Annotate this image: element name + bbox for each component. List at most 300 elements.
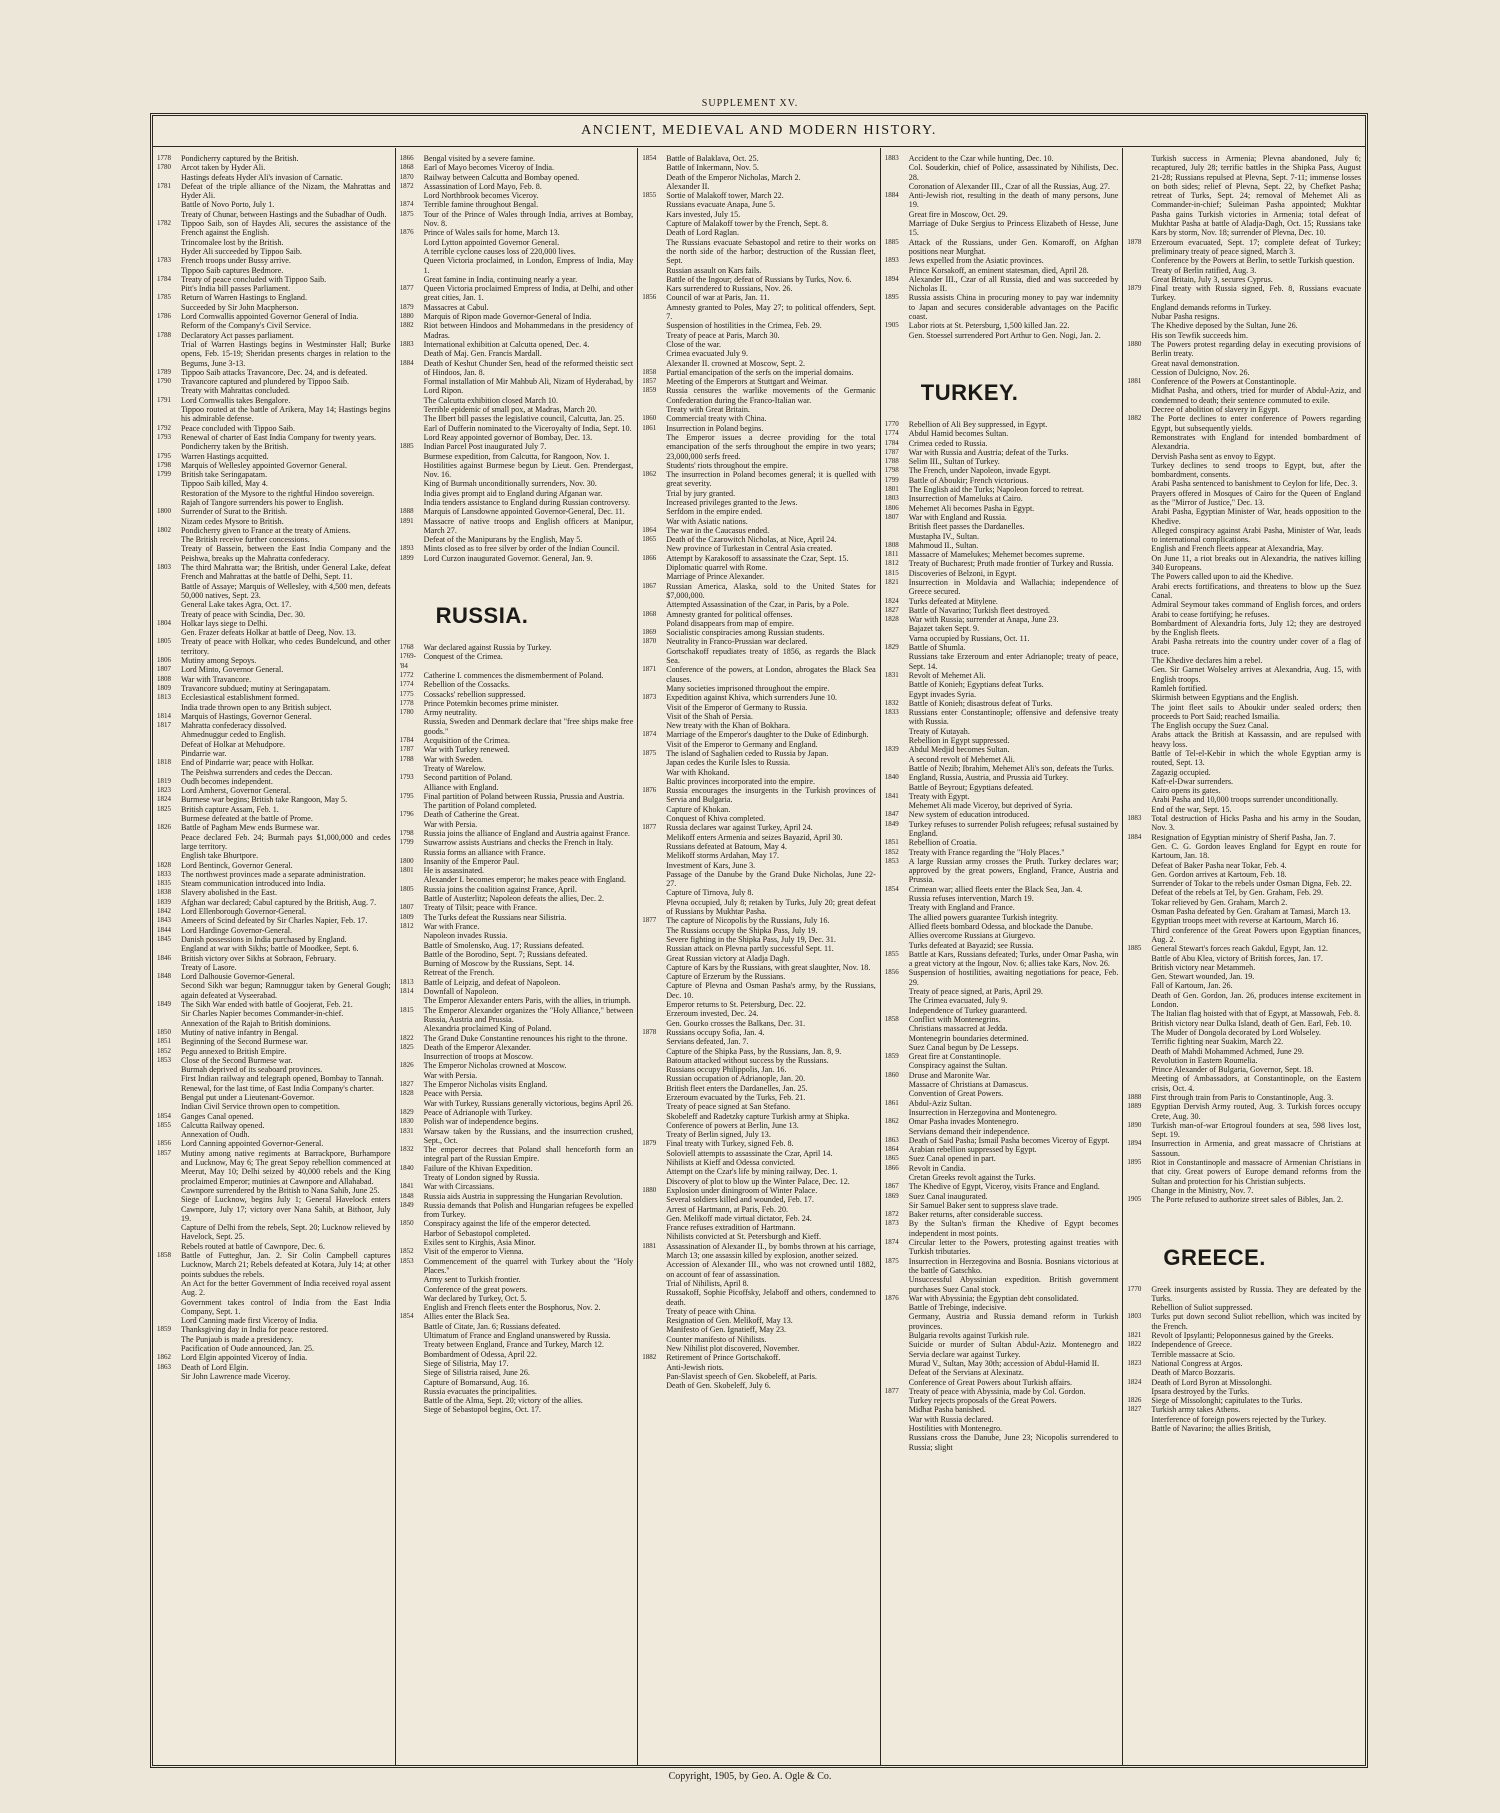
chronology-entry xyxy=(1127,1340,1361,1349)
entry-text: Great Britain, July 3, secures Cyprus. xyxy=(1151,274,1273,284)
entry-year: 1789 xyxy=(157,367,171,376)
chronology-entry xyxy=(1127,814,1361,833)
chronology-entry xyxy=(1127,637,1361,656)
chronology-entry xyxy=(885,550,1119,559)
entry-year: 1798 xyxy=(884,466,899,475)
entry-text: Capture of Bomarsund, Aug. 16. xyxy=(423,1377,530,1387)
entry-year: 1827 xyxy=(884,605,899,614)
chronology-entry xyxy=(642,1232,876,1241)
entry-text: Pondicherry taken by the British. xyxy=(181,442,289,452)
entry-year xyxy=(1127,926,1151,945)
chronology-entry xyxy=(885,191,1119,210)
chronology-entry xyxy=(400,1052,634,1061)
chronology-entry xyxy=(157,452,391,461)
entry-text: Second Sikh war begun; Ramnuggur taken by General Gough; again defeated at Vyseerabad. xyxy=(181,981,391,1000)
entry-text: Alexandria proclaimed King of Poland. xyxy=(423,1024,552,1034)
entry-text: Peace of Adrianople with Turkey. xyxy=(423,1107,533,1117)
entry-year xyxy=(400,424,424,433)
chronology-entry xyxy=(157,1000,391,1009)
entry-year: 1831 xyxy=(399,1126,414,1135)
chronology-entry xyxy=(157,312,391,321)
chronology-entry xyxy=(157,544,391,563)
chronology-entry xyxy=(157,321,391,330)
chronology-entry xyxy=(400,1331,634,1340)
entry-text: English and French fleets enter the Bosphorus, Nov. 2. xyxy=(423,1303,601,1313)
entry-year xyxy=(157,1074,181,1083)
entry-text: Treaty of peace with Holkar, who cedes Bundelcund, and other territory. xyxy=(181,637,391,656)
entry-year xyxy=(157,321,181,330)
chronology-entry xyxy=(157,1102,391,1111)
entry-year: 1809 xyxy=(157,683,171,692)
entry-year xyxy=(885,1359,909,1368)
entry-year xyxy=(642,935,666,944)
entry-year xyxy=(1127,656,1151,665)
chronology-entry xyxy=(885,1257,1119,1276)
entry-year xyxy=(1127,870,1151,879)
entry-year: 1818 xyxy=(157,758,171,767)
entry-year: 1851 xyxy=(157,1037,171,1046)
chronology-entry xyxy=(157,1047,391,1056)
entry-text: Retreat of the French. xyxy=(423,968,495,978)
chronology-entry xyxy=(642,303,876,322)
entry-text: Prince Potemkin becomes prime minister. xyxy=(423,698,559,708)
entry-text: Conquest of Khiva completed. xyxy=(666,814,766,824)
entry-text: Treaty of London signed by Russia. xyxy=(423,1172,540,1182)
entry-text: Visit of the Emperor of Germany to Russia. xyxy=(666,702,808,712)
entry-year xyxy=(1127,452,1151,461)
entry-year xyxy=(157,814,181,823)
entry-text: Assassination of Lord Mayo, Feb. 8. xyxy=(423,181,542,191)
entry-text: Commercial treaty with China. xyxy=(666,414,767,424)
entry-year xyxy=(1127,1350,1151,1359)
entry-text: The Russians occupy the Shipka Pass, July 19. xyxy=(666,925,818,935)
entry-text: Death of Gen. Skobeleff, July 6. xyxy=(666,1381,771,1391)
entry-year xyxy=(1127,777,1151,786)
chronology-entry xyxy=(157,851,391,860)
entry-year xyxy=(1127,1047,1151,1056)
chronology-entry xyxy=(400,857,634,866)
entry-year: 1863 xyxy=(884,1135,899,1144)
entry-year xyxy=(885,913,909,922)
entry-year xyxy=(642,1363,666,1372)
entry-text: British fleet passes the Dardanelles. xyxy=(908,522,1025,532)
entry-year: 1857 xyxy=(642,377,657,386)
chronology-entry xyxy=(400,699,634,708)
chronology-entry xyxy=(400,875,634,884)
entry-text: First through train from Paris to Constantinople, Aug. 3. xyxy=(1151,1092,1334,1102)
entry-text: Death of Maj. Gen. Francis Mardall. xyxy=(423,349,542,359)
entry-year xyxy=(1127,256,1151,265)
chronology-entry xyxy=(885,448,1119,457)
entry-year xyxy=(1127,898,1151,907)
entry-text: Battle of the Borodino, Sept. 7; Russians defeated. xyxy=(423,949,588,959)
entry-text: A large Russian army crosses the Pruth. Turkey declares war; approved by the great powers, England, France, Austria and Prussia. xyxy=(908,856,1119,885)
entry-year xyxy=(1127,1303,1151,1312)
chronology-entry xyxy=(1127,1285,1361,1304)
entry-year xyxy=(400,275,424,284)
entry-text: Insurrection in Poland begins. xyxy=(666,423,764,433)
entry-year: 1806 xyxy=(157,656,171,665)
entry-year xyxy=(400,489,424,498)
entry-year: 1899 xyxy=(399,553,414,562)
entry-year xyxy=(1127,991,1151,1010)
entry-year: 1848 xyxy=(157,972,171,981)
entry-year xyxy=(885,1024,909,1033)
chronology-entry xyxy=(642,582,876,601)
chronology-entry xyxy=(642,293,876,302)
entry-text: Sir Charles Napier becomes Commander-in-chief. xyxy=(181,1009,344,1019)
entry-year: 1832 xyxy=(884,698,899,707)
entry-text: Great famine in India, continuing nearly a year. xyxy=(423,274,578,284)
entry-text: Russia censures the warlike movements of the Germanic Confederation during the Franco-Italian war. xyxy=(666,386,876,405)
entry-year xyxy=(642,861,666,870)
chronology-entry xyxy=(157,721,391,730)
chronology-entry xyxy=(642,693,876,702)
chronology-entry xyxy=(1127,1368,1361,1377)
chronology-entry xyxy=(157,1353,391,1362)
entry-text: War with England and Russia. xyxy=(908,512,1007,522)
entry-year: 1865 xyxy=(642,535,657,544)
entry-text: Conquest of the Crimea. xyxy=(423,652,503,662)
entry-year xyxy=(642,619,666,628)
chronology-entry xyxy=(157,730,391,739)
entry-text: Formal installation of Mir Mahbub Ali, Nizam of Hyderabad, by Lord Ripon. xyxy=(423,377,634,396)
entry-year: 1812 xyxy=(884,559,899,568)
entry-year xyxy=(642,768,666,777)
entry-year: 1787 xyxy=(399,745,414,754)
chronology-entry xyxy=(885,559,1119,568)
entry-year: 1853 xyxy=(884,856,899,865)
entry-text: Capture of Erzerum by the Russians. xyxy=(666,972,786,982)
entry-text: Total destruction of Hicks Pasha and his army in the Soudan, Nov. 3. xyxy=(1151,814,1361,833)
entry-text: The French, under Napoleon, invade Egypt. xyxy=(908,466,1051,476)
chronology-entry xyxy=(157,814,391,823)
chronology-entry xyxy=(885,532,1119,541)
chronology-entry xyxy=(885,1182,1119,1191)
entry-year xyxy=(1127,405,1151,414)
entry-text: Return of Warren Hastings to England. xyxy=(181,293,307,303)
chronology-entry xyxy=(400,1006,634,1025)
entry-year xyxy=(400,452,424,461)
entry-year: 1796 xyxy=(399,810,414,819)
chronology-entry xyxy=(642,1381,876,1390)
entry-year xyxy=(885,727,909,736)
entry-year: 1871 xyxy=(642,665,657,674)
entry-year: 1856 xyxy=(642,293,657,302)
entry-text: Trial of Nihilists, April 8. xyxy=(666,1278,749,1288)
chronology-entry xyxy=(400,1071,634,1080)
entry-year xyxy=(642,1167,666,1176)
entry-text: Diplomatic quarrel with Rome. xyxy=(666,563,768,573)
chronology-entry xyxy=(642,712,876,721)
chronology-entry xyxy=(1127,916,1361,925)
entry-year xyxy=(642,507,666,516)
chronology-entry xyxy=(400,461,634,480)
entry-year: 1854 xyxy=(642,154,657,162)
entry-year xyxy=(1127,386,1151,405)
chronology-entry xyxy=(1127,1028,1361,1037)
entry-text: Defeat of the rebels at Tel, by Gen. Graham, Feb. 29. xyxy=(1151,888,1324,898)
entry-year xyxy=(1127,572,1151,581)
entry-text: India gives prompt aid to England during Afganan war. xyxy=(423,488,603,498)
entry-text: The Muder of Dongola decorated by Lord Wolseley. xyxy=(1151,1027,1321,1037)
chronology-entry xyxy=(400,764,634,773)
entry-text: Abdul-Aziz Sultan. xyxy=(908,1098,972,1108)
entry-text: Mints closed as to free silver by order of the Indian Council. xyxy=(423,544,620,554)
entry-text: War with Khokand. xyxy=(666,767,730,777)
entry-text: Baker returns, after considerable success. xyxy=(908,1210,1043,1220)
chronology-entry xyxy=(642,154,876,163)
entry-year xyxy=(642,1130,666,1139)
entry-year xyxy=(400,405,424,414)
entry-text: Russia encourages the insurgents in the Turkish provinces of Servia and Bulgaria. xyxy=(666,786,876,805)
entry-text: The insurrection in Poland becomes general; it is quelled with great severity. xyxy=(666,470,876,489)
entry-year xyxy=(157,703,181,712)
entry-year: 1862 xyxy=(157,1353,171,1362)
entry-text: Conference of powers at Berlin, June 13. xyxy=(666,1120,799,1130)
entry-year xyxy=(642,1260,666,1279)
entry-text: Battle of Beyrout; Egyptians defeated. xyxy=(908,782,1034,792)
chronology-entry xyxy=(642,424,876,433)
chronology-entry xyxy=(642,349,876,358)
entry-year: 1855 xyxy=(884,949,899,958)
entry-year xyxy=(885,1415,909,1424)
entry-year xyxy=(157,833,181,852)
entry-year xyxy=(1127,489,1151,508)
chronology-entry xyxy=(1127,1093,1361,1102)
chronology-entry xyxy=(642,405,876,414)
entry-text: Battle of Trebinge, indecisive. xyxy=(908,1303,1007,1313)
entry-text: Several soldiers killed and wounded, Feb. 17. xyxy=(666,1195,814,1205)
entry-year xyxy=(157,1335,181,1344)
chronology-entry xyxy=(1127,1331,1361,1340)
entry-year xyxy=(157,1093,181,1102)
chronology-entry xyxy=(400,801,634,810)
entry-text: Increased privileges granted to the Jews. xyxy=(666,497,798,507)
chronology-entry xyxy=(400,396,634,405)
entry-text: Declaratory Act passes parliament. xyxy=(181,330,294,340)
entry-year: 1864 xyxy=(642,525,657,534)
entry-year: 1821 xyxy=(1127,1331,1142,1340)
chronology-entry xyxy=(400,745,634,754)
entry-text: Death of Lord Byron at Missolonghi. xyxy=(1151,1377,1272,1387)
entry-text: Lord Lytton appointed Governor General. xyxy=(423,237,560,247)
entry-text: Siege of Silistria, May 17. xyxy=(423,1358,509,1368)
chronology-entry xyxy=(642,851,876,860)
entry-year xyxy=(400,535,424,544)
entry-year: 1791 xyxy=(157,395,171,404)
entry-year xyxy=(1127,275,1151,284)
chronology-entry xyxy=(642,386,876,405)
entry-text: Harbor of Sebastopol completed. xyxy=(423,1228,531,1238)
entry-year xyxy=(642,851,666,860)
chronology-entry xyxy=(642,898,876,917)
entry-year xyxy=(1127,1065,1151,1074)
entry-year: 1877 xyxy=(642,823,657,832)
entry-text: Lord Reay appointed governor of Bombay, Dec. 13. xyxy=(423,432,593,442)
chronology-entry xyxy=(642,489,876,498)
chronology-entry xyxy=(157,479,391,488)
entry-year xyxy=(1127,303,1151,312)
entry-text: Tippoo Saib attacks Travancore, Dec. 24, and is defeated. xyxy=(181,367,368,377)
entry-text: Crimean war; allied fleets enter the Black Sea, Jan. 4. xyxy=(908,884,1083,894)
entry-year: 1821 xyxy=(884,577,899,586)
entry-year xyxy=(1127,526,1151,545)
entry-text: English and French fleets appear at Alexandria, May. xyxy=(1151,544,1324,554)
entry-year xyxy=(1127,1037,1151,1046)
entry-text: Council of war at Paris, Jan. 11. xyxy=(666,293,770,303)
entry-year xyxy=(642,210,666,219)
chronology-entry xyxy=(157,1316,391,1325)
entry-year xyxy=(642,926,666,935)
entry-year xyxy=(885,1275,909,1294)
entry-text: Burmese war begins; British take Rangoon, May 5. xyxy=(181,795,348,805)
entry-year: 1838 xyxy=(157,888,171,897)
entry-year xyxy=(885,331,909,340)
chronology-entry xyxy=(1127,786,1361,795)
entry-year xyxy=(642,517,666,526)
entry-year: 1867 xyxy=(884,1182,899,1191)
entry-text: Queen Victoria proclaimed Empress of India, at Delhi, and other great cities, Jan. 1. xyxy=(423,284,634,303)
chronology-entry xyxy=(157,163,391,172)
chronology-entry xyxy=(642,1093,876,1102)
chronology-entry xyxy=(400,866,634,875)
chronology-entry xyxy=(885,1154,1119,1163)
entry-year xyxy=(885,903,909,912)
entry-text: The Powers protest regarding delay in executing provisions of Berlin treaty. xyxy=(1151,339,1361,359)
entry-year: 1878 xyxy=(1127,237,1142,246)
entry-text: Gen. Sir Garnet Wolseley arrives at Alexandria, Aug. 15, with English troops. xyxy=(1151,665,1361,684)
chronology-entry xyxy=(157,861,391,870)
chronology-entry xyxy=(157,1056,391,1065)
entry-year xyxy=(642,163,666,172)
entry-year xyxy=(1127,684,1151,693)
chronology-entry xyxy=(642,684,876,693)
entry-year xyxy=(400,1275,424,1284)
entry-year xyxy=(642,1056,666,1065)
entry-text: Travancore captured and plundered by Tippoo Saib. xyxy=(181,377,350,387)
entry-text: Russian occupation of Adrianople, Jan. 20. xyxy=(666,1074,806,1084)
entry-text: Druse and Maronite War. xyxy=(908,1070,991,1080)
entry-year xyxy=(885,1006,909,1015)
entry-year: 1812 xyxy=(399,921,414,930)
chronology-entry xyxy=(1127,1037,1361,1046)
entry-text: War with Asiatic nations. xyxy=(666,516,748,526)
entry-text: Anti-Jewish riots. xyxy=(666,1362,724,1372)
chronology-entry xyxy=(642,1074,876,1083)
entry-year xyxy=(642,1372,666,1381)
entry-year xyxy=(642,275,666,284)
entry-text: Treaty of Warelow. xyxy=(423,763,486,773)
chronology-entry xyxy=(400,442,634,451)
chronology-entry xyxy=(157,786,391,795)
chronology-entry xyxy=(157,888,391,897)
entry-text: Terrible epidemic of small pox, at Madras, March 20. xyxy=(423,405,597,415)
chronology-entry xyxy=(885,708,1119,727)
entry-text: The British receive further concessions. xyxy=(181,535,310,545)
entry-year xyxy=(642,340,666,349)
chronology-entry xyxy=(400,885,634,894)
entry-year xyxy=(1127,805,1151,814)
entry-text: Third conference of the Great Powers upon Egyptian finances, Aug. 2. xyxy=(1151,925,1361,944)
entry-year xyxy=(642,1214,666,1223)
chronology-entry xyxy=(1127,433,1361,452)
chronology-entry xyxy=(400,959,634,968)
entry-year xyxy=(1127,368,1151,377)
entry-text: Renewal, for the last time, of East India Company's charter. xyxy=(181,1083,374,1093)
entry-year: 1852 xyxy=(884,847,899,856)
entry-text: Great fire at Constantinople. xyxy=(908,1052,1001,1062)
entry-text: Tippoo routed at the battle of Arikera, May 14; Hastings begins his admirable defense. xyxy=(181,405,391,424)
entry-year: 1879 xyxy=(642,1139,657,1148)
chronology-entry xyxy=(1127,1359,1361,1368)
chronology-entry xyxy=(1127,981,1361,990)
entry-year xyxy=(642,777,666,786)
entry-text: The capture of Nicopolis by the Russians, July 16. xyxy=(666,916,830,926)
entry-year: 1876 xyxy=(884,1293,899,1302)
entry-year: 1826 xyxy=(157,823,171,832)
chronology-entry xyxy=(157,898,391,907)
entry-text: Meeting of Ambassadors, at Constantinople, on the Eastern crisis, Oct. 4. xyxy=(1151,1074,1361,1093)
entry-text: Socialistic conspiracies among Russian students. xyxy=(666,628,825,638)
entry-year: 1866 xyxy=(642,553,657,562)
entry-text: Conflict with Montenegrins. xyxy=(908,1014,1001,1024)
chronology-entry xyxy=(400,848,634,857)
entry-year xyxy=(885,1173,909,1182)
entry-year xyxy=(1127,1415,1151,1424)
entry-year xyxy=(400,1024,424,1033)
entry-text: Russakoff, Sophie Picoffsky, Jelaboff and others, condemned to death. xyxy=(666,1288,876,1307)
chronology-entry xyxy=(885,522,1119,531)
entry-year xyxy=(157,489,181,498)
chronology-entry xyxy=(1127,907,1361,916)
chronology-entry xyxy=(400,479,634,488)
entry-year xyxy=(157,544,181,563)
chronology-entry xyxy=(1127,898,1361,907)
chronology-entry xyxy=(1127,507,1361,526)
entry-text: Midhat Pasha, and others, tried for murder of Abdul-Aziz, and condemned to death; their sentence commuted to exile. xyxy=(1151,386,1361,405)
chronology-entry xyxy=(400,284,634,303)
entry-year: 1822 xyxy=(1127,1340,1142,1349)
chronology-entry xyxy=(157,582,391,601)
entry-text: Suez Canal inaugurated. xyxy=(908,1191,988,1201)
entry-text: Kars invested, July 15. xyxy=(666,209,741,219)
entry-year: 1888 xyxy=(399,507,414,516)
entry-text: Holkar lays siege to Delhi. xyxy=(181,618,268,628)
chronology-entry xyxy=(157,610,391,619)
chronology-entry xyxy=(642,1363,876,1372)
entry-year xyxy=(400,783,424,792)
chronology-entry xyxy=(1127,1047,1361,1056)
chronology-entry xyxy=(1127,972,1361,981)
entry-year: 1803 xyxy=(157,563,171,572)
chronology-entry xyxy=(642,563,876,572)
entry-year: 1858 xyxy=(884,1014,899,1023)
chronology-entry xyxy=(885,1024,1119,1033)
chronology-entry xyxy=(642,200,876,209)
chronology-entry xyxy=(642,740,876,749)
entry-year: 1869 xyxy=(642,628,657,637)
entry-year xyxy=(885,1080,909,1089)
entry-text: Cawnpore surrendered by the British to Nana Sahib, June 25. xyxy=(181,1185,380,1195)
entry-text: Erzeroum invested, Dec. 24. xyxy=(666,1009,759,1019)
entry-text: Alexander I. becomes emperor; he makes peace with England. xyxy=(423,875,626,885)
entry-year: 1840 xyxy=(884,773,899,782)
entry-year xyxy=(642,303,666,322)
entry-year xyxy=(1127,861,1151,870)
chronology-entry xyxy=(400,247,634,256)
entry-year: 1795 xyxy=(399,791,414,800)
